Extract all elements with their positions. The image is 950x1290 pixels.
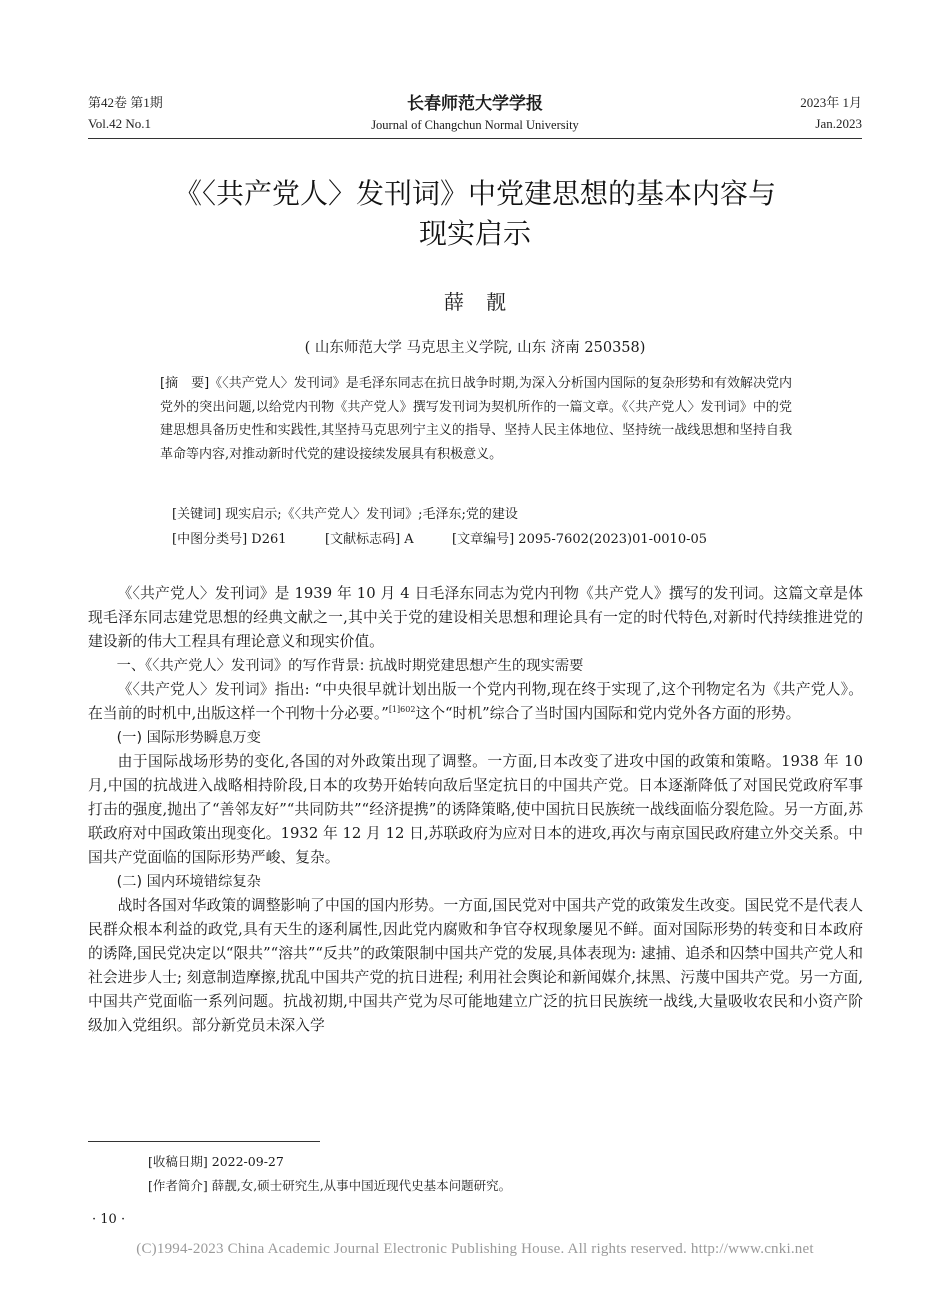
page-number: · 10 · <box>92 1212 126 1227</box>
keywords-text: 现实启示;《〈共产党人〉发刊词》;毛泽东;党的建设 <box>225 507 518 522</box>
article-title-line1: 《〈共产党人〉发刊词》中党建思想的基本内容与 <box>173 177 776 210</box>
quote-followup: 这个“时机”综合了当时国内国际和党内党外各方面的形势。 <box>415 705 801 722</box>
section-heading-1: 一、《〈共产党人〉发刊词》的写作背景: 抗战时期党建思想产生的现实需要 <box>116 658 584 674</box>
author-bio-label: [作者简介] <box>148 1178 208 1193</box>
received-date <box>148 1151 284 1173</box>
author-bio-text: 薛靓,女,硕士研究生,从事中国近现代史基本问题研究。 <box>211 1178 512 1193</box>
paragraph-intro: 《〈共产党人〉发刊词》是 1939 年 10 月 4 日毛泽东同志为党内刊物《共产党人》撰写的发刊词。这篇文章是体现毛泽东同志建党思想的经典文献之一,其中关于党的建设相关思想和理论具有一定的时代特色,对新时代持续推进党的建设新的伟大工程具有理论意义和现实价值。 <box>88 585 863 650</box>
doc-code-value: A <box>404 532 414 547</box>
article-body <box>88 582 863 1038</box>
paragraph-international: 由于国际战场形势的变化,各国的对外政策出现了调整。一方面,日本改变了进攻中国的政策和策略。1938 年 10 月,中国的抗战进入战略相持阶段,日本的攻势开始转向敌后坚定抗日的中国共产党。日本逐渐降低了对国民党政府军事打击的强度,抛出了“善邻友好”“共同防共”“经济提携”的诱降策略,使中国抗日民族统一战线面临分裂危险。另一方面,苏联政府对中国政策出现变化。1932 年 12 月 12 日,苏联政府为应对日本的进攻,再次与南京国民政府建立外交关系。中国共产党面临的国际形势严峻、复杂。 <box>88 753 863 866</box>
article-no-label: [文章编号] <box>452 532 515 547</box>
footnote-rule <box>88 1141 320 1142</box>
article-no-value: 2095-7602(2023)01-0010-05 <box>518 532 708 547</box>
author-affiliation: ( 山东师范大学 马克思主义学院, 山东 济南 250358) <box>304 340 646 356</box>
author-name: 薛靓 <box>444 290 528 314</box>
classification-code <box>172 528 287 552</box>
paragraph-domestic: 战时各国对华政策的调整影响了中国的国内形势。一方面,国民党对中国共产党的政策发生改变。国民党不是代表人民群众根本利益的政党,具有天生的逐利属性,因此党内腐败和争官夺权现象屡见不鲜。面对国际形势的转变和日本政府的诱降,国民党决定以“限共”“溶共”“反共”的政策限制中国共产党的发展,具体表现为: 逮捕、追杀和囚禁中国共产党人和社会进步人士; 刻意制造摩擦,扰乱中国共产党的抗日进程; 利用社会舆论和新闻媒介,抹黑、污蔑中国共产党。另一方面,中国共产党面临一系列问题。抗战初期,中国共产党为尽可能地建立广泛的抗日民族统一战线,大量吸收农民和小资产阶级加入党组织。部分新党员未深入学 <box>88 897 863 1034</box>
document-code <box>325 528 414 552</box>
issue-date-en: Jan.2023 <box>815 116 862 131</box>
abstract-text: 《〈共产党人〉发刊词》是毛泽东同志在抗日战争时期,为深入分析国内国际的复杂形势和有效解决党内党外的突出问题,以给党内刊物《共产党人》撰写发刊词为契机所作的一篇文章。《〈共产党人〉发刊词》中的党建思想具备历史性和实践性,其坚持马克思列宁主义的指导、坚持人民主体地位、坚持统一战线思想和坚持自我革命等内容,对推动新时代党的建设接续发展具有积极意义。 <box>160 376 792 462</box>
keywords <box>172 503 518 527</box>
clc-value: D261 <box>251 532 287 547</box>
doc-code-label: [文献标志码] <box>325 532 401 547</box>
journal-title-en: Journal of Changchun Normal University <box>371 118 579 132</box>
header-rule <box>88 138 862 139</box>
issue-date-cn: 2023年 1月 <box>800 95 862 110</box>
abstract-label: [摘 要] <box>160 376 210 391</box>
citation-ref: [1]602 <box>388 705 416 715</box>
article-number <box>452 528 707 552</box>
volume-issue-cn: 第42卷 第1期 <box>88 95 163 110</box>
article-title-line2: 现实启示 <box>418 217 531 250</box>
subsection-heading-2: (二) 国内环境错综复杂 <box>116 874 261 890</box>
copyright-notice: (C)1994-2023 China Academic Journal Electronic Publishing House. All rights reserved. http://www.cnki.net <box>136 1241 814 1257</box>
abstract <box>160 372 792 466</box>
paragraph-quote <box>88 678 863 726</box>
author-bio <box>148 1175 511 1197</box>
quote-text: 《〈共产党人〉发刊词》指出: “中央很早就计划出版一个党内刊物,现在终于实现了,这个刊物定名为《共产党人》。在当前的时机中,出版这样一个刊物十分必要。” <box>88 681 863 722</box>
subsection-heading-1: (一) 国际形势瞬息万变 <box>116 730 261 746</box>
journal-title-cn: 长春师范大学学报 <box>407 94 543 114</box>
received-value: 2022-09-27 <box>211 1154 284 1169</box>
volume-issue-en: Vol.42 No.1 <box>88 116 151 131</box>
keywords-label: [关键词] <box>172 507 222 522</box>
received-label: [收稿日期] <box>148 1154 208 1169</box>
clc-label: [中图分类号] <box>172 532 248 547</box>
